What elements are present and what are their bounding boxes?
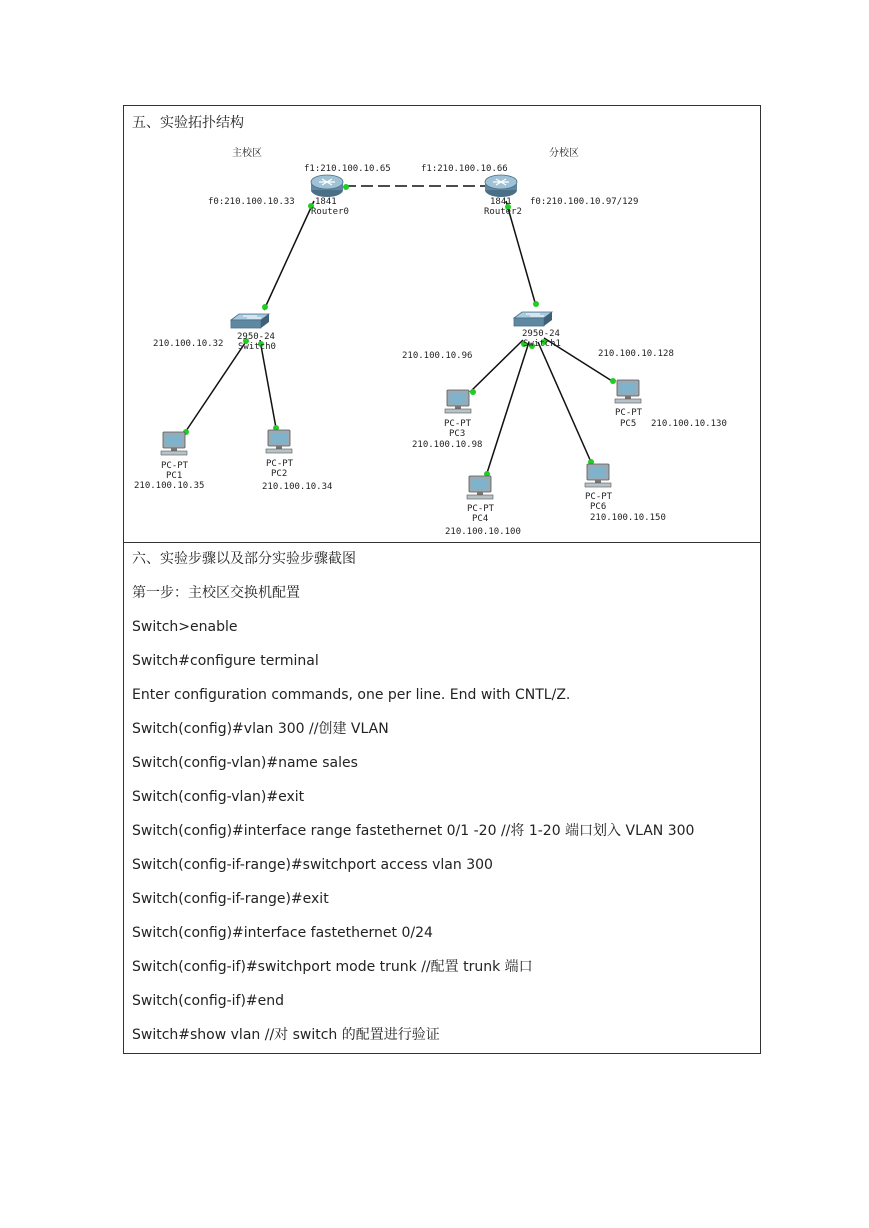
link-switch0-pc2 [260, 340, 276, 428]
campus-main-label: 主校区 [232, 148, 262, 159]
switch1-icon[interactable] [514, 312, 552, 326]
link-router0-switch0 [264, 201, 314, 310]
pc5-type-label: PC-PT [615, 408, 643, 418]
switch1-name-label: Switch1 [523, 339, 561, 349]
link-switch0-pc1 [186, 340, 247, 431]
link-dot [470, 389, 476, 395]
router0-name-label: Router0 [311, 207, 349, 217]
router2-f1-label: f1:210.100.10.66 [421, 164, 508, 174]
step-line: Switch(config-vlan)#name sales [132, 755, 358, 771]
step-line: 第一步：主校区交换机配置 [132, 585, 300, 601]
link-dot [343, 184, 349, 190]
switch0-ip-label: 210.100.10.32 [153, 339, 224, 349]
router0-icon[interactable] [311, 175, 343, 197]
step-line: Switch(config-if)#switchport mode trunk //配置 trunk 端口 [132, 959, 533, 975]
pc5-ip-label: 210.100.10.130 [651, 419, 727, 429]
pc5-icon[interactable] [615, 380, 641, 403]
router2-name-label: Router2 [484, 207, 522, 217]
switch0-model-label: 2950-24 [237, 332, 275, 342]
step-line: Switch(config)#interface fastethernet 0/24 [132, 925, 433, 941]
router0-model-label: 1841 [315, 197, 337, 207]
router2-f0-label: f0:210.100.10.97/129 [530, 197, 639, 207]
step-line: Switch(config-if-range)#switchport access vlan 300 [132, 857, 493, 873]
pc3-ip-label: 210.100.10.98 [412, 440, 483, 450]
pc3-name-label: PC3 [449, 429, 466, 439]
step-line: Switch#configure terminal [132, 653, 319, 669]
step-line: Enter configuration commands, one per line. End with CNTL/Z. [132, 687, 571, 703]
pc4-ip-label: 210.100.10.100 [445, 527, 521, 537]
section-title-topology: 五、实验拓扑结构 [132, 115, 244, 131]
router2-icon[interactable] [485, 175, 517, 197]
switch0-icon[interactable] [231, 314, 269, 328]
switch1-ip-left-label: 210.100.10.96 [402, 351, 473, 361]
topology-diagram [124, 106, 760, 542]
pc1-icon[interactable] [161, 432, 187, 455]
section-title-steps: 六、实验步骤以及部分实验步骤截图 [132, 551, 356, 567]
pc2-name-label: PC2 [271, 469, 288, 479]
content-table [123, 105, 761, 1054]
router2-model-label: 1841 [490, 197, 512, 207]
step-line: Switch(config)#vlan 300 //创建 VLAN [132, 721, 389, 737]
link-dot [262, 304, 268, 310]
pc4-icon[interactable] [467, 476, 493, 499]
step-line: Switch>enable [132, 619, 238, 635]
pc2-type-label: PC-PT [266, 459, 294, 469]
pc3-type-label: PC-PT [444, 419, 472, 429]
link-dot [533, 301, 539, 307]
step-line: Switch(config-if)#end [132, 993, 285, 1009]
pc2-ip-label: 210.100.10.34 [262, 482, 333, 492]
pc5-name-label: PC5 [620, 419, 637, 429]
pc3-icon[interactable] [445, 390, 471, 413]
pc6-type-label: PC-PT [585, 492, 613, 502]
switch1-model-label: 2950-24 [522, 329, 560, 339]
topology-section [124, 106, 760, 543]
router0-f1-label: f1:210.100.10.65 [304, 164, 391, 174]
pc4-type-label: PC-PT [467, 504, 495, 514]
step-line: Switch(config)#interface range fastethernet 0/1 -20 //将 1-20 端口划入 VLAN 300 [132, 823, 695, 839]
pc4-name-label: PC4 [472, 514, 489, 524]
steps-section [124, 542, 760, 1053]
pc1-type-label: PC-PT [161, 461, 189, 471]
campus-branch-label: 分校区 [549, 148, 579, 159]
pc6-name-label: PC6 [590, 502, 607, 512]
step-line: Switch(config-vlan)#exit [132, 789, 305, 805]
switch1-ip-right-label: 210.100.10.128 [598, 349, 674, 359]
step-line: Switch(config-if-range)#exit [132, 891, 329, 907]
link-switch1-pc4 [487, 342, 529, 473]
pc2-icon[interactable] [266, 430, 292, 453]
switch0-name-label: Switch0 [238, 342, 276, 352]
router0-f0-label: f0:210.100.10.33 [208, 197, 295, 207]
pc1-name-label: PC1 [166, 471, 183, 481]
link-switch1-pc6 [538, 342, 591, 462]
link-dot [610, 378, 616, 384]
pc6-icon[interactable] [585, 464, 611, 487]
pc1-ip-label: 210.100.10.35 [134, 481, 205, 491]
pc6-ip-label: 210.100.10.150 [590, 513, 666, 523]
steps-content [132, 548, 752, 1058]
step-line: Switch#show vlan //对 switch 的配置进行验证 [132, 1027, 440, 1043]
